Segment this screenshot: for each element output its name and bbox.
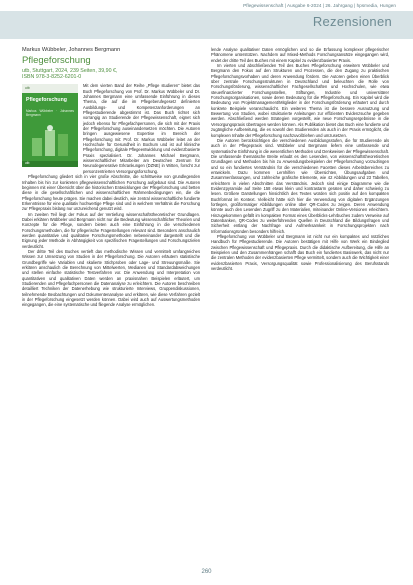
right-column <box>211 47 389 271</box>
review-book-title: Pflegeforschung <box>22 55 91 66</box>
left-paragraph-1: Mit dem vierten Band der Reihe „Pflege studieren“ bietet das Buch Pflegeforschung von Prof. Dr. Markus Wübbeler und Dr. Johannes Bergmann eine umfassende Einführung in dieses Thema, die auf die im Pflegeberufegesetz definierten Ausbildungs- und Kompetenzanforderungen an Pflegestudierende abgestimmt ist. Das Buch richtet sich vorrangig an Studierende der Pflegewissenschaft, eignet sich jedoch ebenso für Pflegefachpersonen, die sich mit der Praxis der Pflegeforschung auseinandersetzen möchten. Die Autoren bringen ausgewiesene Expertise im Bereich der Pflegeforschung mit: Prof. Dr. Markus Wübbeler leitet an der Hochschule für Gesundheit in Bochum und ist auf klinische Pflegeforschung, digitale Pflegeentwicklung und evidenzbasierte Praxis spezialisiert. Dr. Johannes Michael Bergmann, wissenschaftlicher Mitarbeiter am Deutschen Zentrum für Neurodegenerative Erkrankungen (DZNE) in Witten, forscht zur personzentrierten Versorgungsforschung. <box>83 83 200 174</box>
left-paragraph-4: Der dritte Teil des Buches vertieft das methodische Wissen und vermittelt umfangreiches Wissen zur Umsetzung von Studien in der Pflegeforschung. Die Autoren erläutern statistische Grundbegriffe wie Variablen und skalierte Stichproben oder Lage- und Streuungsmaße. Sie erklären anschaulich die Berechnung von Mittelwerten, Medianen und Standardabweichungen und stellen einfache statistische Testverfahren vor. Die Anwendung und Interpretation von quantitativen und qualitativen Daten werden an praxisnahen Beispielen erläutert, um Studierenden und Pflegefachpersonen die Datenanalyse zu erleichtern. Die Autoren beschreiben detailliert Techniken der Datenerhebung wie strukturierte Interviews, Gruppendiskussionen, teilnehmende Beobachtungen und Dokumentenanalyse und erklären, wie diese Verfahren gezielt in der Pflegeforschung eingesetzt werden können. Dabei wird auch auf Auswertungsmethoden eingegangen, die eine systematische und fliegende Analyse ermöglichen. <box>22 248 200 308</box>
left-paragraph-3: Im zweiten Teil liegt der Fokus auf der Vertiefung wissenschaftstheoretischer Grundlagen. Dabei erklären Wübbeler und Bergmann nicht nur die Bedeutung wissenschaftlicher Theorien und Konzepte für die Pflege, sondern bieten auch eine Einführung in die verschiedenen Forschungsmethoden, die für pflegerische Fragestellungen relevant sind. Besonders anschaulich werden quantitative und qualitative Forschungsmethoden nebeneinander dargestellt und die Eignung jeder Methode in Abhängigkeit von spezifischen Fragestellungen und Forschungszielen verdeutlicht. <box>22 211 200 249</box>
right-paragraph-2: Im vierten und abschließenden Teil des Buches Pflegeforschung erweitern Wübbeler und Bergmann den Fokus auf den Strukturen und Prozessen, die den Zugang zu praktischen Pflegeforschungsvorhaben und deren Anwendung fördern. Die Autoren geben einen Überblick über zentrale Forschungsstrukturen in Deutschland und beleuchten die Rolle von Forschungsförderung, wissenschaftlicher Fachgesellschaften und Hochschulen, wie etwa steuerfinanzierter Forschungsstellen, Stiftungen, Industrie und universitärer Forschungsorganisationen, sowie deren Bedeutung für die Pflegeforschung. Ein Kapitel wird die Bedeutung von Projektmanagement/Mitglieder in der Forschungsförderung erläutert und durch konkrete Beispiele veranschaulicht. Ein weiteres Thema ist die bessere Ausnutzung und Bewertung von Studien, wobei strukturierte Anleitungen zur effizienten Evidenzsuche gegeben werden. Abschließend werden Strategien vorgestellt, wie neue Forschungsergebnisse in die Versorgungspraxis übertragen werden können. Als Publikation bietet das Buch eine fundierte und zugängliche Aufbereitung, die es sowohl den Studierenden als auch in der Praxis ermöglicht, die komplexen Inhalte der Pflegeforschung nachzuvollziehen und umzusetzen. <box>211 63 389 138</box>
right-paragraph-1: lende Analyse qualitativer Daten ermöglichen und so die Erfassung komplexer pflegerischer Phänomene unterstützen. Nachdem auf Mixed-Methods Forschungsansätze eingegangen wird, endet der dritte Teil des Buches mit einem Kapitel zu evidenzbasierter Praxis. <box>211 47 389 63</box>
left-paragraph-2: Pflegeforschung gliedert sich in vier große Abschnitte, die schrittweise von grundlegenden Inhalten bis hin zur konkreten pflegewissenschaftlichen Forschung aufgebaut sind. Die Autoren beginnen mit einer Übersicht über die historischen Entwicklungen der Pflegeforschung und betten diese in die gesellschaftlichen und wissenschaftlichen Rahmenbedingungen ein, die die Pflegeforschung heute prägen. Sie machen dabei deutlich, wie zentral wissenschaftliche fundierte Erkenntnisse für eine qualitativ hochwertige Pflege sind und in welchem Verhältnis die Forschung zur Pflegepraxis bislang nur unzureichend genutzt wird. <box>22 174 200 212</box>
cover-title: Pflegeforschung <box>26 97 67 104</box>
left-column <box>22 47 200 308</box>
right-paragraph-3: Die Autoren berücksichtigen die verschiedenen Ausbildungsstufen, die für Studierende als auch in der Pflegepraxis sind. Wübbeler und Bergmann liefern eine umfassende und systematische Einführung in die wesentlichen Methoden und Denkweisen der Pflegewissenschaft. Die umfassende thematische Breite erlaubt es den Lesenden, von wissenschaftstheoretischen Grundlagen und Methoden bis hin zu Anwendungsbeispielen der Pflegeforschung vorzudringen und so ein fundiertes Verständnis für die verschiedenen Facetten dieses Arbeitsbereiches zu entwickeln. Dazu kommen Lernhilfen wie Übersichten, Übungsaufgaben und Zusammenfassungen, und zahlreiche grafische Elemente, wie 42 Abbildungen und 23 Tabellen, erleichtern in vielen Abschnitten das Verständnis. Jedoch sind einige Diagramme wie die Evidenzpyramide auf Seite 158 etwas klein und kontrastarm geraten und daher schwierig zu lesen. Größere Darstellungen hinsichtlich des Textes würden sich positiv auf den kompakten Buchformat im Kontext. Vielleicht hätte sich hier die Verwendung von digitalen Ergänzungen fortlegen, großformatiger Abbildungen online über QR-Codes zu zeigen. Deren Anwendung könnte auch den Lesenden Zugriff zu den Materialien, miteinander Online-Versionen erleichtern. Hinzugekommen gefällt im kompakten Format eines Überblicks-Lehrbuches zudem Verweise auf Datenbanken, QR-Codes zu weiterführenden Quellen in Deutschland die Bildungsfragen und Sicherheit entlang der Nachfrage und Aufmerksamkeit in Forschungsprojekten nach Informationsgründen besonders hilfreich. <box>211 137 389 234</box>
cover-brand: utb <box>25 160 30 165</box>
review-publisher-line: utb, Stuttgart, 2024, 239 Seiten, 39,90 €, <box>22 67 118 74</box>
running-header <box>0 0 413 8</box>
cover-label: utb <box>25 86 30 91</box>
cover-top-band <box>22 84 78 93</box>
section-title: Rezensionen <box>312 14 392 29</box>
review-isbn: ISBN 978-3-8252-6201-0 <box>22 73 82 80</box>
review-authors: Markus Wübbeler, Johannes Bergmann <box>22 47 121 53</box>
running-head-text: Pflegewissenschaft | Ausgabe 6-2024 | 26. Jahrgang | hpsmedia, Hungen <box>243 3 396 8</box>
book-cover-image <box>22 84 78 167</box>
cover-footer-band <box>22 161 78 167</box>
cover-subtitle: Markus Wübbeler · Johannes Bergmann <box>26 109 74 118</box>
right-paragraph-4: Pflegeforschung von Wübbeler und Bergmann ist nicht nur ein kompaktes und nützliches Handbuch für Pflegestudierende. Die Autoren bestätigen mit Hilfe von Werk ein Bindeglied zwischen Pflegewissenschaft und Pflegepraxis. Durch die didaktische Aufbereitung, die Hilfe an Beispielen und den Zusammenhängen schafft das Buch ein fundiertes Basiswerk, das nicht nur die zentralen Methoden der evidenzbasierten Pflege vermittelt, sondern auch die Wichtigkeit einer evidenzbasierten Praxis, Versorgungsqualität sowie Professionalisierung des Berufsstands verdeutlicht. <box>211 234 389 272</box>
cover-illustration-icon <box>28 124 72 158</box>
page-number: 260 <box>201 569 212 575</box>
